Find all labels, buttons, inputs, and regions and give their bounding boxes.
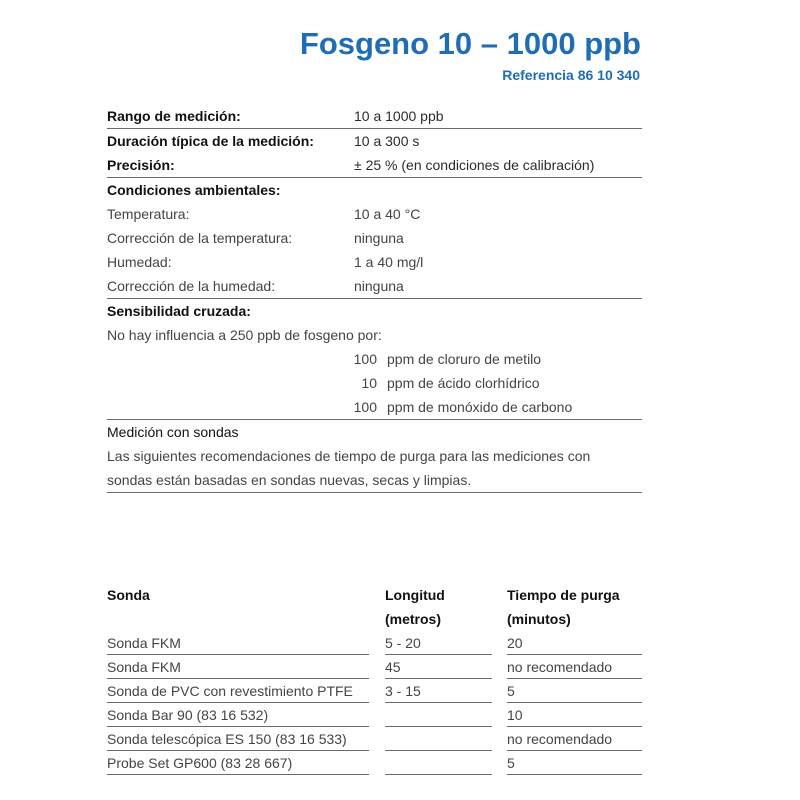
spec-value: 10 a 1000 ppb [354,108,444,124]
cell-probe: Sonda FKM [107,631,369,655]
spec-label: Duración típica de la medición: [107,133,314,149]
cell-purge: no recomendado [507,655,642,679]
spec-label: Corrección de la temperatura: [107,230,293,246]
spec-label: Corrección de la humedad: [107,278,276,294]
cell-probe: Sonda Bar 90 (83 16 532) [107,703,369,727]
page-title: Fosgeno 10 – 1000 ppb [299,26,641,61]
cross-sensitivity-substance: ppm de cloruro de metilo [387,351,542,367]
cell-purge: 5 [507,751,642,775]
spec-row-duration [107,129,642,153]
table-row [107,703,642,727]
spec-row-humidity [107,250,642,274]
table-row [107,751,642,775]
probe-measurement-text-line: sondas están basadas en sondas nuevas, secas y limpias. [107,468,642,493]
spec-label: Humedad: [107,254,172,270]
table-row [107,655,642,679]
header-length-unit: (metros) [385,611,442,627]
cell-length: 5 - 20 [385,631,492,655]
cell-probe: Sonda de PVC con revestimiento PTFE [107,679,369,703]
probe-measurement-heading: Medición con sondas [107,424,239,440]
cell-length: 3 - 15 [385,679,492,703]
specifications-section [107,104,642,493]
spec-row-range [107,104,642,129]
spec-row-precision [107,153,642,178]
cell-purge: 10 [507,703,642,727]
probe-table-header [107,583,642,631]
table-row [107,727,642,751]
cross-sensitivity-amount: 100 [353,399,377,415]
cross-sensitivity-intro: No hay influencia a 250 ppb de fosgeno por: [107,327,382,343]
header-probe: Sonda [107,587,150,603]
probe-table [107,583,642,775]
cell-purge: no recomendado [507,727,642,751]
ambient-conditions-heading: Condiciones ambientales: [107,182,281,198]
cell-length [385,751,492,775]
spec-label: Rango de medición: [107,108,241,124]
cell-length [385,703,492,727]
spec-value: ninguna [354,278,404,294]
reference-number: Referencia 86 10 340 [502,67,640,83]
spec-value: 10 a 40 °C [354,206,421,222]
table-row [107,679,642,703]
cell-purge: 20 [507,631,642,655]
cell-probe: Sonda telescópica ES 150 (83 16 533) [107,727,369,751]
cross-sensitivity-heading: Sensibilidad cruzada: [107,303,251,319]
cross-sensitivity-item [107,371,642,395]
cell-probe: Probe Set GP600 (83 28 667) [107,751,369,775]
header-purge-line: Tiempo de purga [507,587,620,603]
header-purge-unit: (minutos) [507,611,571,627]
cross-sensitivity-item [107,347,642,371]
header-length [385,583,492,631]
spec-value: 1 a 40 mg/l [354,254,424,270]
table-row [107,631,642,655]
cross-sensitivity-substance: ppm de monóxido de carbono [387,399,573,415]
spec-value: ninguna [354,230,404,246]
spec-label: Precisión: [107,157,175,173]
cross-sensitivity-amount: 10 [361,375,377,391]
spec-row-hum-correction [107,274,642,299]
spec-row-temperature [107,202,642,226]
spec-row-temp-correction [107,226,642,250]
cross-sensitivity-amount: 100 [353,351,377,367]
cross-sensitivity-item [107,395,642,420]
spec-value: ± 25 % (en condiciones de calibración) [354,157,595,173]
spec-label: Temperatura: [107,206,190,222]
cell-purge: 5 [507,679,642,703]
cross-sensitivity-substance: ppm de ácido clorhídrico [387,375,540,391]
spec-value: 10 a 300 s [354,133,420,149]
cell-length [385,727,492,751]
cell-length: 45 [385,655,492,679]
header-purge-time [507,583,642,631]
cell-probe: Sonda FKM [107,655,369,679]
header-length-line: Longitud [385,587,445,603]
probe-measurement-text-line: Las siguientes recomendaciones de tiempo de purga para las mediciones con [107,448,591,464]
